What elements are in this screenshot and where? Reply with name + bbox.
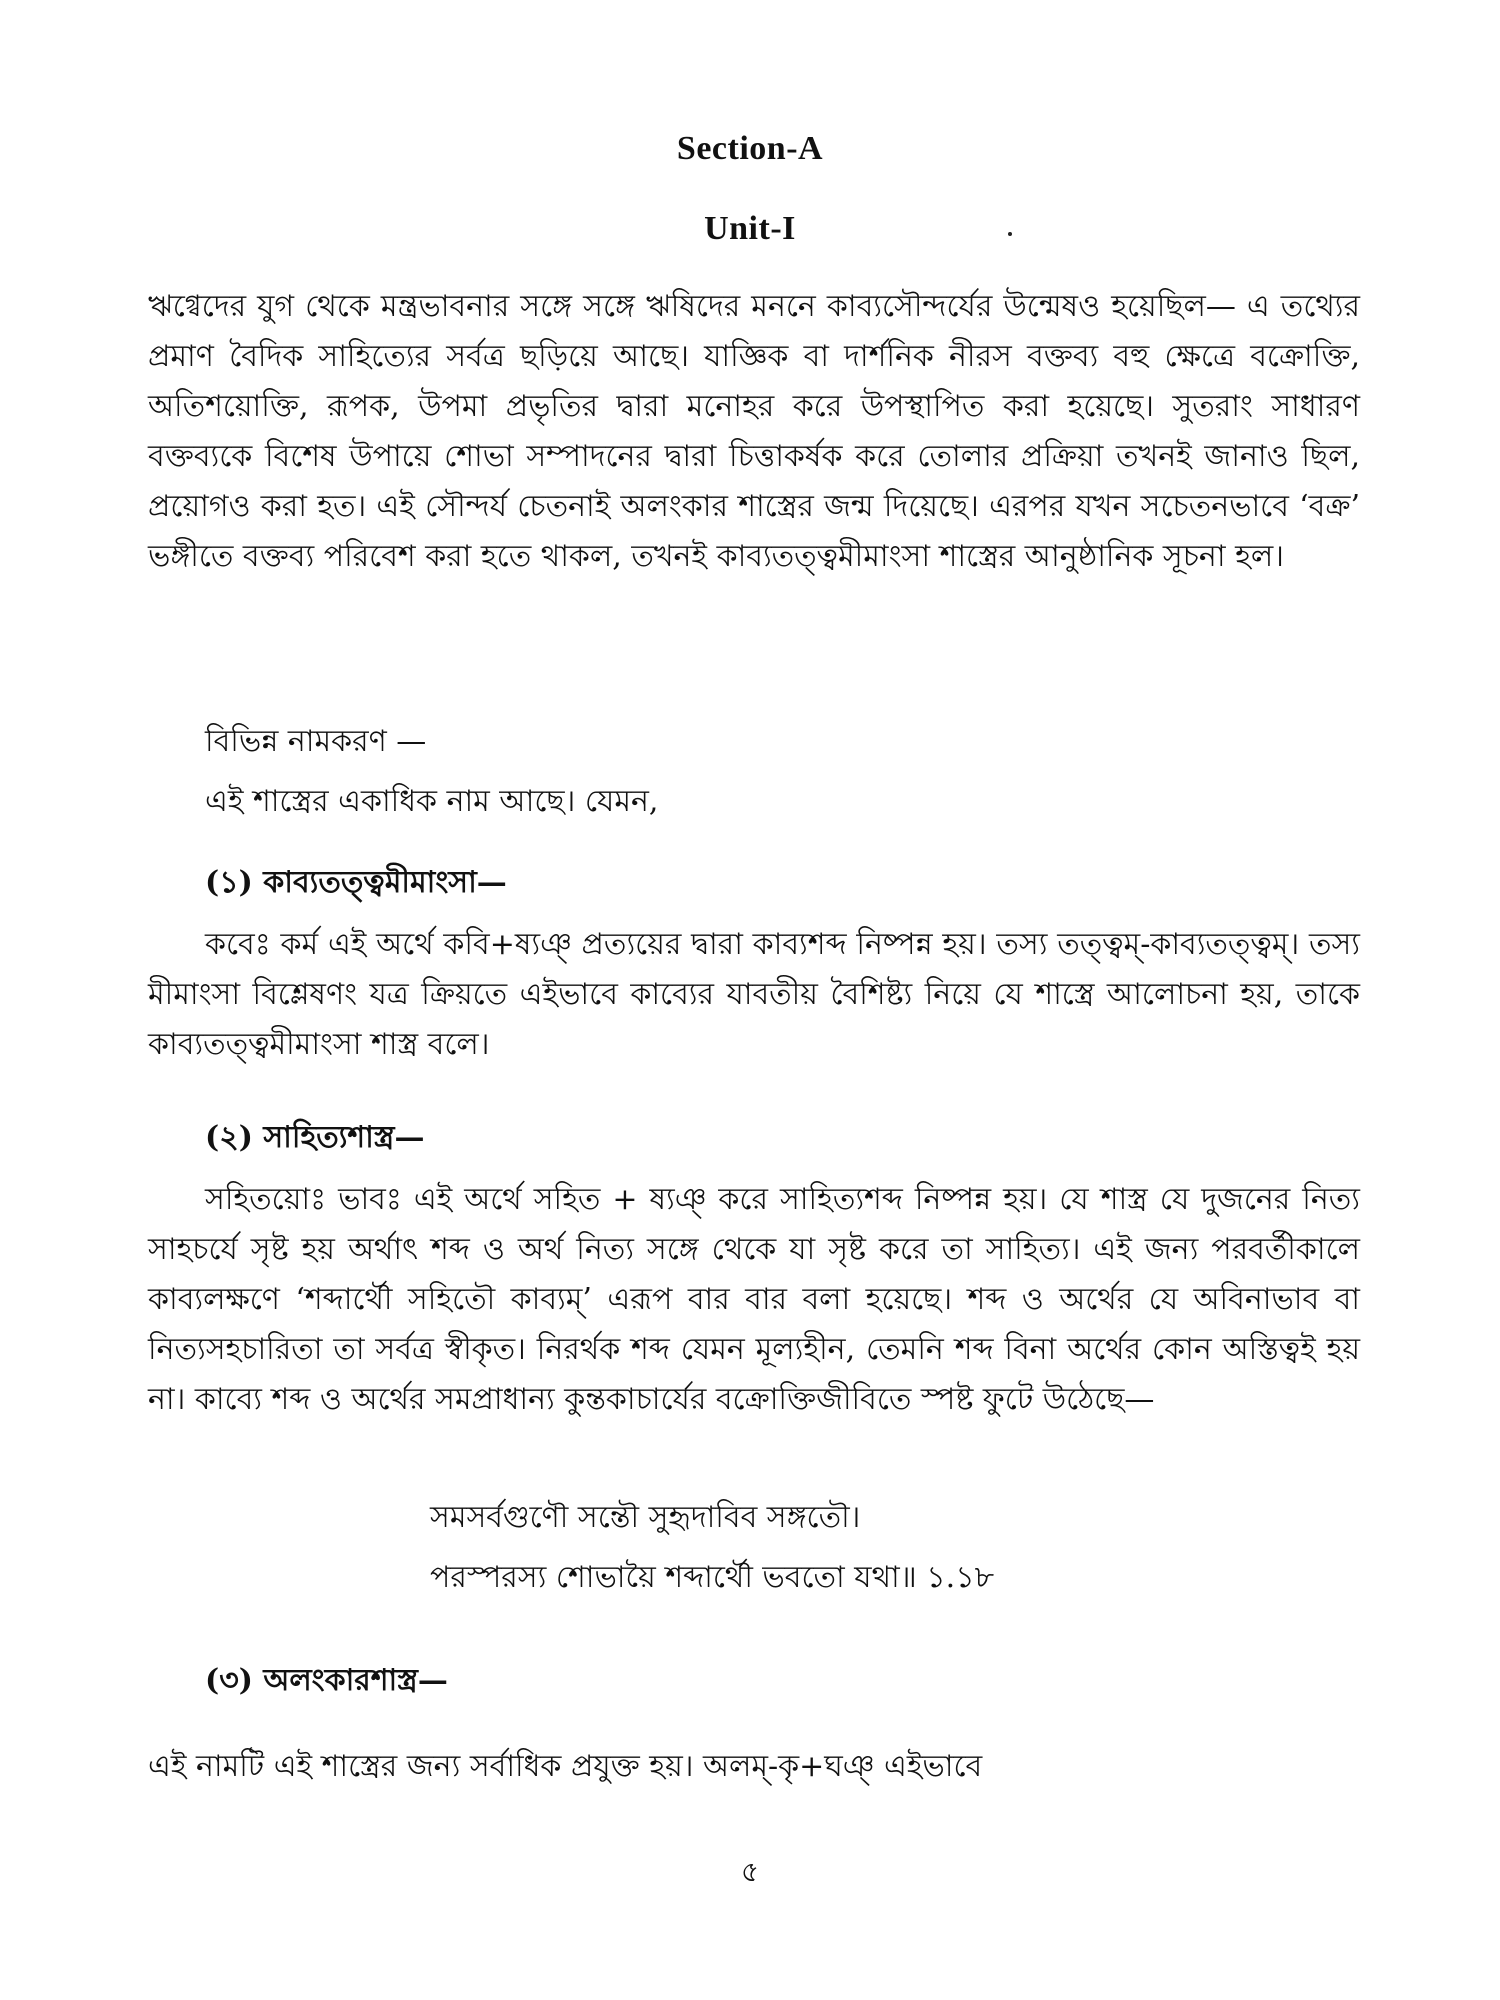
heading-sahitya-shastra: (২) সাহিত্যশাস্ত্র— <box>205 1120 425 1155</box>
stray-dot-mark <box>1008 232 1012 236</box>
naming-text: এই শাস্ত্রের একাধিক নাম আছে। যেমন, <box>205 784 659 819</box>
heading-kavyatattva-mimamsa: (১) কাব্যতত্ত্বমীমাংসা— <box>205 865 507 900</box>
page-number: ৫ <box>740 1855 760 1888</box>
verse-line-2: পরস্পরস্য শোভায়ৈ শব্দার্থৌ ভবতো যথা॥ ১.১৮ <box>430 1560 995 1595</box>
section2-paragraph: সহিতয়োঃ ভাবঃ এই অর্থে সহিত + ষ্যঞ্ করে সাহিত্যশব্দ নিষ্পন্ন হয়। যে শাস্ত্র যে দুজনের নিত্য সাহচর্যে সৃষ্ট হয় অর্থাৎ শব্দ ও অর্থ নিত্য সঙ্গে থেকে যা সৃষ্ট করে তা সাহিত্য। এই জন্য পরবর্তীকালে কাব্যলক্ষণে ‘শব্দার্থৌ সহিতৌ কাব্যম্’ এরূপ বার বার বলা হয়েছে। শব্দ ও অর্থের যে অবিনাভাব বা নিত্যসহচারিতা তা সর্বত্র স্বীকৃত। নিরর্থক শব্দ যেমন মূল্যহীন, তেমনি শব্দ বিনা অর্থের কোন অস্তিত্বই হয় না। কাব্যে শব্দ ও অর্থের সমপ্রাধান্য কুন্তকাচার্যের বক্রোক্তিজীবিতে স্পষ্ট ফুটে উঠেছে— <box>148 1182 1360 1417</box>
intro-paragraph: ঋগ্বেদের যুগ থেকে মন্ত্রভাবনার সঙ্গে সঙ্গে ঋষিদের মননে কাব্যসৌন্দর্যের উন্মেষও হয়েছিল— এ তথ্যের প্রমাণ বৈদিক সাহিত্যের সর্বত্র ছড়িয়ে আছে। যাজ্ঞিক বা দার্শনিক নীরস বক্তব্য বহু ক্ষেত্রে বক্রোক্তি, অতিশয়োক্তি, রূপক, উপমা প্রভৃতির দ্বারা মনোহর করে উপস্থাপিত করা হয়েছে। সুতরাং সাধারণ বক্তব্যকে বিশেষ উপায়ে শোভা সম্পাদনের দ্বারা চিত্তাকর্ষক করে তোলার প্রক্রিয়া তখনই জানাও ছিল, প্রয়োগও করা হত। এই সৌন্দর্য চেতনাই অলংকার শাস্ত্রের জন্ম দিয়েছে। এরপর যখন সচেতনভাবে ‘বক্র’ ভঙ্গীতে বক্তব্য পরিবেশ করা হতে থাকল, তখনই কাব্যতত্ত্বমীমাংসা শাস্ত্রের আনুষ্ঠানিক সূচনা হল। <box>148 289 1360 574</box>
section-title: Section-A <box>676 130 824 167</box>
heading-alankara-shastra: (৩) অলংকারশাস্ত্র— <box>205 1663 448 1698</box>
unit-title: Unit-I <box>704 210 796 247</box>
section1-paragraph: কবেঃ কর্ম এই অর্থে কবি+ষ্যঞ্ প্রত্যয়ের দ্বারা কাব্যশব্দ নিষ্পন্ন হয়। তস্য তত্ত্বম্-কাব্যতত্ত্বম্। তস্য মীমাংসা বিশ্লেষণং যত্র ক্রিয়তে এইভাবে কাব্যের যাবতীয় বৈশিষ্ট্য নিয়ে যে শাস্ত্রে আলোচনা হয়, তাকে কাব্যতত্ত্বমীমাংসা শাস্ত্র বলে। <box>148 927 1360 1062</box>
section3-paragraph: এই নামটি এই শাস্ত্রের জন্য সর্বাধিক প্রযুক্ত হয়। অলম্-কৃ+ঘঞ্ এইভাবে <box>148 1749 983 1784</box>
naming-label: বিভিন্ন নামকরণ — <box>205 724 427 759</box>
verse-line-1: সমসর্বগুণৌ সন্তৌ সুহৃদাবিব সঙ্গতৌ। <box>430 1500 861 1535</box>
